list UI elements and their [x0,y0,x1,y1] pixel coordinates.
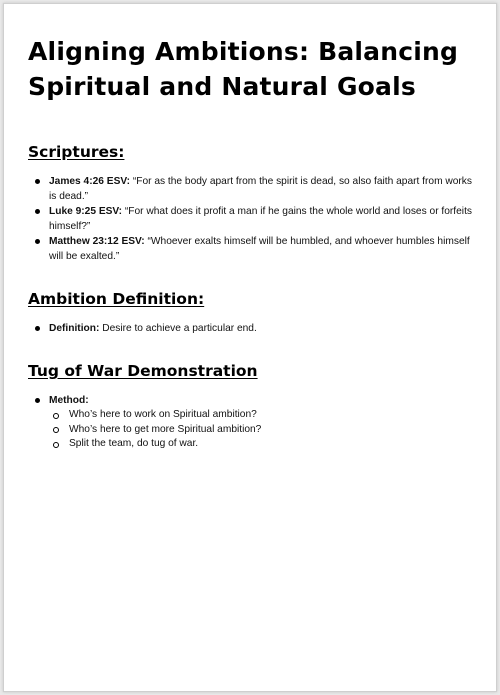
scripture-text: “Whoever exalts himself will be humbled, and whoever humbles himself will be exalted.” [49,236,470,262]
scripture-reference: Matthew 23:12 ESV: [49,236,145,247]
scripture-item [28,174,478,204]
definition-text: Desire to achieve a particular end. [99,323,257,334]
method-steps-list [49,408,478,452]
scripture-text: “For what does it profit a man if he gains the whole world and loses or forfeits himself?” [49,206,472,232]
scripture-reference: Luke 9:25 ESV: [49,206,123,217]
scripture-text: “For as the body apart from the spirit is dead, so also faith apart from works is dead.” [49,176,472,202]
scripture-item [28,204,478,234]
method-step: Split the team, do tug of war. [49,437,478,452]
method-label: Method: [49,395,89,406]
method-item [28,393,478,452]
ambition-definition-heading: Ambition Definition: [28,290,205,308]
scriptures-heading: Scriptures: [28,143,125,161]
definition-item [28,321,478,336]
method-step: Who’s here to get more Spiritual ambition? [49,423,478,438]
scripture-item [28,234,478,264]
document-title [28,34,478,104]
document-page [3,3,497,692]
scriptures-list [28,174,478,264]
definition-label: Definition: [49,323,100,334]
scripture-reference: James 4:26 ESV: [49,176,130,187]
title-line-1: Aligning Ambitions: Balancing [28,37,459,66]
tug-of-war-heading: Tug of War Demonstration [28,362,258,380]
method-step: Who’s here to work on Spiritual ambition? [49,408,478,423]
document-content [28,34,478,452]
title-line-2: Spiritual and Natural Goals [28,72,416,101]
ambition-definition-list [28,321,478,336]
tug-of-war-list [28,393,478,452]
